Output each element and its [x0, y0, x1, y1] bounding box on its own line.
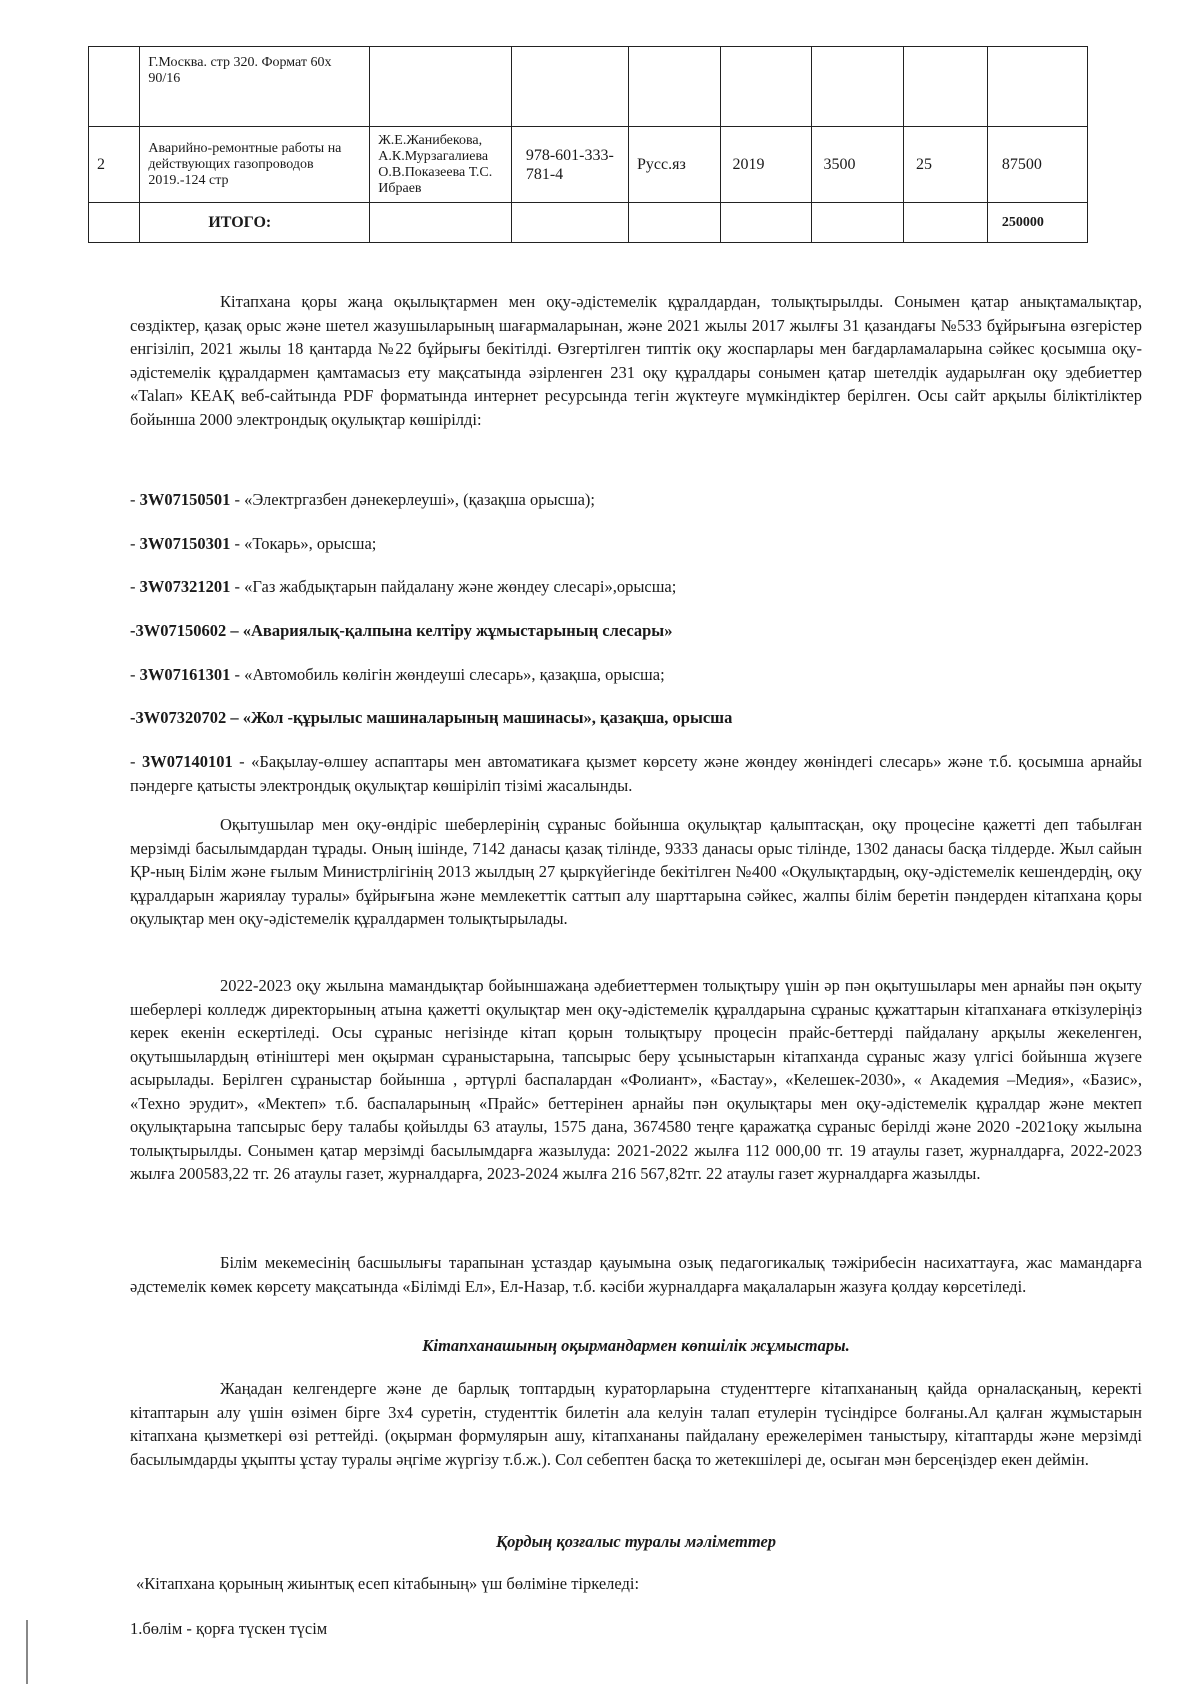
table-cell-authors: Ж.Е.Жанибекова, А.К.Мурзагалиева О.В.Показеева Т.С. Ибраев — [370, 127, 512, 203]
paragraph-textbooks: Оқытушылар мен оқу-өндіріс шеберлерінің сұраныс бойынша оқулықтар қалыптасқан, оқу процесіне қажетті деп табылған мерзімді басылымдардан тұрады. Оның ішінде, 7142 данасы қазақ тілінде, 9333 данасы орыс тілінде, 1302 данасы басқа тілдерде. Жыл сайын ҚР-ның Білім және ғылым Министрлігінің 2013 жылдың 27 қыркүйегінде бекітілген №400 «Оқулықтардың, оқу-әдістемелік кешендердің, оқу құралдарын жариялау туралы» бұйрығына және мемлекеттік саттып алу шарттарына сәйкес, жалпы білім беретін пәндерден кітапхана қоры оқулықтар мен оқу-әдістемелік құралдармен толықтырылады. — [130, 815, 1142, 928]
section-heading-fund-movement: Қордың қозғалыс туралы мәліметтер — [495, 1532, 777, 1551]
table-total-label: ИТОГО: — [140, 203, 370, 243]
books-table — [88, 46, 1088, 243]
paragraph-registry: «Кітапхана қорының жиынтық есеп кітабының» үш бөліміне тіркеледі: — [136, 1574, 640, 1593]
table-cell-language: Русс.яз — [629, 127, 721, 203]
table-row-total — [89, 203, 1088, 243]
scan-edge-line — [26, 1620, 28, 1684]
list-item: - 3W07140101 - «Бақылау-өлшеу аспаптары мен автоматикаға қызмет көрсету және жөндеу жөніндегі слесарь» және т.б. қосымша арнайы пәндерге қатысты электрондық оқулықтар көшіріліп тізімі жасалынды. — [130, 752, 1143, 795]
table-cell-price: 3500 — [811, 127, 903, 203]
paragraph-requests: 2022-2023 оқу жылына мамандықтар бойыншажаңа әдебиеттермен толықтыру үшін әр пән оқытушылары мен арнайы пән оқыту шеберлері колледж директорының атына қажетті оқулықтар мен оқу-әдістемелік құралдарына сұраныс құжаттарын кітапханаға өткізулеріңіз керек екенін ескертіледі. Осы сұраныс негізінде кітап қорын толықтыру процесін прайс-беттерді пайдалану арқылы жекеленген, оқутышылардың өтініштері мен оқырман сұраныстарына, тапсырыс беру ұсыныстарын кітапханда сұраныс жазу үлгісі бойынша жүзеге асырылады. Берілген сұраныстар бойынша , әртүрлі баспалардан «Фолиант», «Бастау», «Келешек-2030», « Академия –Медия», «Базис», «Техно эрудит», «Мектеп» т.б. баспаларының «Прайс» беттерінен арнайы пән оқулықтары мен оқу-әдістемелік құралдар және мектеп оқулықтарына тапсырыс беру талабы қойылды 63 атаулы, 1575 дана, 3674580 теңге қаражатқа сұраныс берілді және 2020 -2021оқу жылына толықтырылды. Сонымен қатар мерзімді басылымдарға жазылуда: 2021-2022 жылға 112 000,00 тг. 19 атаулы газет, журналдарға, 2022-2023 жылға 200583,22 тг. 26 атаулы газет, журналдарға, 2023-2024 жылға 216 567,82тг. 22 атаулы газет журналдарға жазылды. — [130, 976, 1142, 1183]
paragraph-fund: Кітапхана қоры жаңа оқылықтармен мен оқу-әдістемелік құралдардан, толықтырылды. Сонымен қатар анықтамалықтар, сөздіктер, қазақ орыс және шетел жазушыларының шағармаларынан, және 2021 жылы 2017 жылғы 31 қазандағы №533 бұйрығына өзгерістер енгізіліп, 2021 жылы 18 қантарда №22 бұйрығы бекітілді. Өзгертілген типтік оқу жоспарлары мен бағдарламаларына сәйкес қосымша оқу-әдістемелік құралдармен қамтамасыз ету мақсатында әзірленген 231 оқу құралдары сонымен қатар шетелдік аударылған оқу эдебиеттер «Talап» КЕАҚ веб-сайтында PDF форматында интернет ресурсында тегін жүктеуге мүмкіндіктер берілген. Осы сайт арқылы біліктіліктер бойынша 2000 электрондық оқулықтар көшірілді: — [130, 292, 1142, 429]
paragraph-section-one: 1.бөлім - қорға түскен түсім — [130, 1619, 328, 1638]
table-row — [89, 47, 1088, 127]
list-item: - 3W07161301 - «Автомобиль көлігін жөндеуші слесарь», қазақша, орысша; — [130, 665, 665, 684]
table-cell-sum: 87500 — [987, 127, 1087, 203]
list-item: - 3W07150501 - «Электргазбен дәнекерлеуші», (қазақша орысша); — [130, 490, 596, 509]
table-cell-title: Г.Москва. стр 320. Формат 60х 90/16 — [140, 47, 370, 127]
table-cell-number: 2 — [89, 127, 140, 203]
table-cell-quantity: 25 — [904, 127, 988, 203]
list-item: -3W07150602 – «Авариялық-қалпына келтіру жұмыстарының слесары» — [130, 621, 673, 640]
table-cell-year: 2019 — [720, 127, 811, 203]
table-row — [89, 127, 1088, 203]
table-total-sum: 250000 — [987, 203, 1087, 243]
list-item: - 3W07150301 - «Токарь», орысша; — [130, 534, 377, 553]
list-item: -3W07320702 – «Жол -құрылыс машиналарының машинасы», қазақша, орысша — [130, 708, 733, 727]
list-item: - 3W07321201 - «Газ жабдықтарын пайдалану және жөндеу слесарі»,орысша; — [130, 577, 677, 596]
paragraph-readers: Жаңадан келгендерге және де барлық топтардың кураторларына студенттерге кітапхананың қайда орналасқаның, керекті кітаптарын алу үшін өзімен бірге 3х4 суретін, студенттік билетін ала келуін талап етулерін түсіндірсе болғаны.Ал қалған жұмыстарын кітапхана қызметкері өзі реттейді. (оқырман формулярын ашу, кітапхананы пайдалану ережелерімен таныстыру, кітаптарды және мерзімді басылымдарды ұқыпты ұстау туралы әңгіме жүргізу т.б.ж.). Сол себептен басқа то жетекшілері де, осыған мән берсеңіздер екен деймін. — [130, 1379, 1142, 1469]
section-heading-mass-work: Кітапханашының оқырмандармен көпшілік жұмыстары. — [422, 1336, 850, 1355]
table-cell-isbn: 978-601-333-781-4 — [511, 127, 628, 203]
table-cell-title: Аварийно-ремонтные работы на действующих газопроводов 2019.-124 стр — [140, 127, 370, 203]
paragraph-support: Білім мекемесінің басшылығы тарапынан ұстаздар қауымына озық педагогикалық тәжірибесін насихаттауға, жас мамандарға әдстемелік көмек көрсету мақсатында «Білімді Ел», Ел-Назар, т.б. кәсіби журналдарға мақалаларын жазуға қолдау көрсетіледі. — [130, 1253, 1142, 1296]
